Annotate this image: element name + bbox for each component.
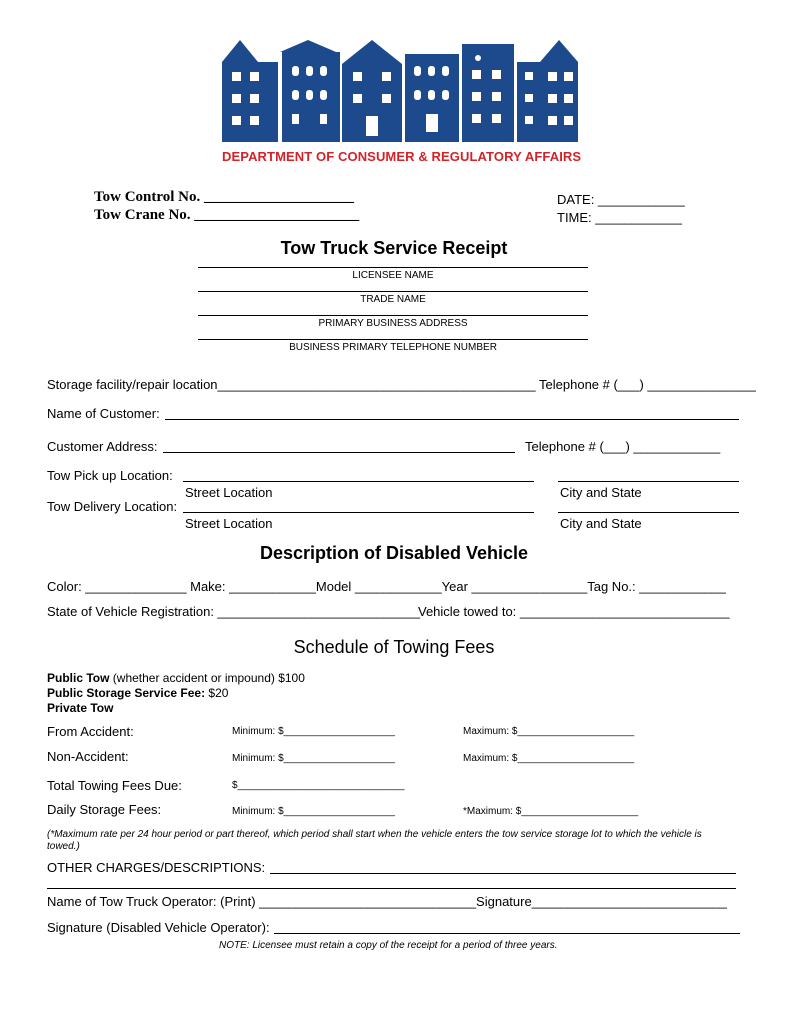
date-field: DATE: ____________ — [557, 192, 685, 207]
public-tow-value: (whether accident or impound) $100 — [109, 671, 305, 685]
business-phone-label: BUSINESS PRIMARY TELEPHONE NUMBER — [289, 342, 497, 353]
tow-control-number: Tow Control No. ____________________ — [94, 189, 355, 205]
customer-telephone-field: Telephone # (___) ____________ — [525, 439, 721, 454]
trade-name-label: TRADE NAME — [360, 294, 426, 305]
storage-facility-field: Storage facility/repair location____________________________________________ Telephone # (___) _______________ — [47, 377, 756, 392]
storage-service-fee — [47, 686, 228, 700]
org-name: DEPARTMENT OF CONSUMER & REGULATORY AFFAIRS — [222, 149, 582, 164]
tow-delivery-label: Tow Delivery Location: — [47, 499, 178, 514]
storage-fee-label: Public Storage Service Fee: — [47, 686, 206, 700]
receipt-title: Tow Truck Service Receipt — [280, 238, 508, 258]
total-fees-field: $______________________________ — [232, 780, 405, 791]
public-tow-label: Public Tow — [47, 671, 110, 685]
pickup-street-label: Street Location — [185, 485, 273, 500]
storage-fee-value: $20 — [205, 686, 229, 700]
tow-pickup-label: Tow Pick up Location: — [47, 468, 173, 483]
public-tow-fee — [47, 671, 305, 685]
delivery-street-label: Street Location — [185, 516, 273, 531]
non-accident-minimum: Minimum: $____________________ — [232, 753, 395, 764]
customer-address-label: Customer Address: — [47, 439, 158, 454]
daily-storage-minimum: Minimum: $____________________ — [232, 806, 395, 817]
retention-note: NOTE: Licensee must retain a copy of the receipt for a period of three years. — [219, 940, 558, 951]
time-field: TIME: ____________ — [557, 210, 683, 225]
max-rate-footnote: (*Maximum rate per 24 hour period or part thereof, which period shall start when the vehicle enters the tow service storage lot to which the vehicle is towed.) — [47, 829, 702, 852]
total-fees-label: Total Towing Fees Due: — [47, 778, 182, 793]
state-registration-field: State of Vehicle Registration: ____________________________ — [47, 604, 420, 619]
daily-storage-maximum: *Maximum: $_____________________ — [463, 806, 639, 817]
dcra-logo-icon — [222, 38, 578, 144]
tow-crane-number: Tow Crane No. ______________________ — [94, 207, 360, 223]
pickup-city-label: City and State — [560, 485, 642, 500]
from-accident-minimum: Minimum: $____________________ — [232, 726, 395, 737]
operator-name-field: Name of Tow Truck Operator: (Print) ______________________________Signature___________________________ — [47, 894, 727, 909]
daily-storage-label: Daily Storage Fees: — [47, 802, 162, 817]
disabled-operator-signature-label: Signature (Disabled Vehicle Operator): — [47, 920, 270, 935]
vehicle-towed-to-field: Vehicle towed to: _____________________________ — [418, 604, 730, 619]
vehicle-title: Description of Disabled Vehicle — [259, 543, 529, 563]
from-accident-maximum: Maximum: $_____________________ — [463, 726, 635, 737]
fees-title: Schedule of Towing Fees — [293, 637, 495, 657]
non-accident-maximum: Maximum: $_____________________ — [463, 753, 635, 764]
from-accident-label: From Accident: — [47, 724, 134, 739]
other-charges-label: OTHER CHARGES/DESCRIPTIONS: — [47, 860, 266, 875]
business-address-label: PRIMARY BUSINESS ADDRESS — [318, 318, 468, 329]
vehicle-details-row: Color: ______________ Make: ____________Model ____________Year ________________Tag No.: ____________ — [47, 579, 727, 594]
non-accident-label: Non-Accident: — [47, 749, 129, 764]
customer-name-label: Name of Customer: — [47, 406, 160, 421]
private-tow-heading: Private Tow — [47, 701, 114, 715]
delivery-city-label: City and State — [560, 516, 642, 531]
licensee-name-label: LICENSEE NAME — [352, 270, 434, 281]
